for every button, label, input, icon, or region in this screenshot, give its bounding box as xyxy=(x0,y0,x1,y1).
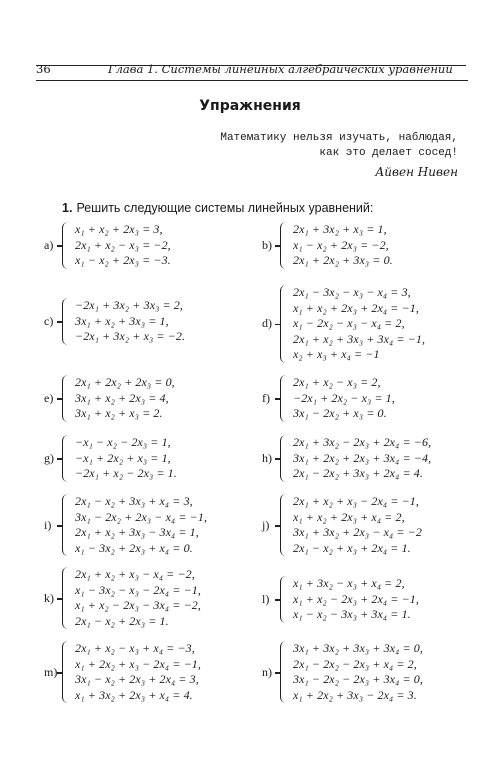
system-label: a) xyxy=(44,237,54,252)
equation: 3x₁ + x₂ + 2x₃ = 4, xyxy=(75,390,169,405)
equation-list xyxy=(293,576,419,623)
equation-system xyxy=(44,435,177,482)
equation-list xyxy=(293,285,425,363)
equation: 3x₁ + 2x₂ + 2x₃ + 3x₄ = −4, xyxy=(293,450,432,465)
system-label: e) xyxy=(44,390,54,405)
equation: 3x₁ + 3x₂ + 2x₃ − x₄ = −2 xyxy=(293,525,422,539)
equation: 2x₁ + x₂ − x₃ + x₄ = −3, xyxy=(75,641,195,655)
left-brace xyxy=(62,222,70,269)
equation: 2x₁ + x₂ − x₃ = 2, xyxy=(293,375,381,389)
equation: −x₁ + 2x₂ + x₃ = 1, xyxy=(75,450,171,465)
system-label: k) xyxy=(44,590,54,605)
equation-system xyxy=(262,222,393,269)
equation: 2x₁ + x₂ + x₃ − 2x₄ = −1, xyxy=(293,494,419,508)
system-label: l) xyxy=(262,591,270,606)
system-label: m) xyxy=(44,664,58,679)
equation-list xyxy=(293,222,393,269)
equation-system xyxy=(262,641,423,703)
equation: 3x₁ − x₂ + 2x₃ + 2x₄ = 3, xyxy=(75,672,199,686)
left-brace xyxy=(280,641,288,703)
equation: x₁ − 3x₂ − x₃ − 2x₄ = −1, xyxy=(75,582,201,597)
equation: x₁ − x₂ − 3x₃ + 3x₄ = 1. xyxy=(293,607,411,621)
left-brace xyxy=(62,494,70,556)
page-header xyxy=(36,62,466,76)
equation: 2x₁ + 3x₂ − 2x₃ + 2x₄ = −6, xyxy=(293,435,432,449)
left-brace xyxy=(62,435,70,482)
epigraph xyxy=(198,131,458,161)
equation: 3x₁ − 2x₂ + x₃ = 0. xyxy=(293,406,387,420)
chapter-title: Глава 1. Системы линейных алгебраических уравнений xyxy=(108,62,453,76)
equation-system xyxy=(44,298,185,345)
page-number: 36 xyxy=(36,62,51,76)
system-label: d) xyxy=(262,316,272,331)
equation: 2x₁ − x₂ + 2x₃ = 1. xyxy=(75,613,169,628)
equation: 2x₁ − x₂ + 3x₃ + x₄ = 3, xyxy=(75,494,193,508)
left-brace xyxy=(280,375,288,422)
equation-list xyxy=(293,494,422,556)
equation-list xyxy=(75,494,207,556)
equation: 3x₁ + x₂ + x₃ = 2. xyxy=(75,406,163,420)
equation-list xyxy=(75,375,175,422)
equation: x₁ + 3x₂ − x₃ + x₄ = 2, xyxy=(293,576,405,590)
equation-list xyxy=(75,298,185,345)
system-label: j) xyxy=(262,517,270,532)
left-brace xyxy=(62,567,70,629)
equation: 2x₁ + x₂ + x₃ − x₄ = −2, xyxy=(75,567,195,581)
equation: −2x₁ + 2x₂ − x₃ = 1, xyxy=(293,390,395,405)
equation: x₁ + x₂ + 2x₃ + 2x₄ = −1, xyxy=(293,300,419,315)
equation-system xyxy=(262,576,419,623)
system-label: n) xyxy=(262,664,272,679)
equation-list xyxy=(293,375,395,422)
task-statement xyxy=(62,201,373,215)
equation: x₁ + x₂ − 2x₃ + 2x₄ = −1, xyxy=(293,591,419,606)
equation: x₁ − 3x₂ + 2x₃ + x₄ = 0. xyxy=(75,540,193,555)
epigraph-line: как это делает сосед! xyxy=(319,147,458,159)
equation: x₁ + x₂ − 2x₃ − 3x₄ = −2, xyxy=(75,598,201,612)
epigraph-author: Айвен Нивен xyxy=(375,165,458,179)
equation: 3x₁ + x₂ + 3x₃ = 1, xyxy=(75,313,169,328)
equation-list xyxy=(75,567,201,629)
equation: −2x₁ + 3x₂ + 3x₃ = 2, xyxy=(75,298,183,312)
equation: 2x₁ + x₂ + 3x₃ − 3x₄ = 1, xyxy=(75,525,199,539)
equation-system xyxy=(262,494,422,556)
equation: x₁ − x₂ + 2x₃ = −2, xyxy=(293,237,389,252)
section-title: Упражнения xyxy=(199,98,301,114)
left-brace xyxy=(280,494,288,556)
equation: x₁ + 3x₂ + 2x₃ + x₄ = 4. xyxy=(75,687,193,702)
equation: x₁ − 2x₂ − x₃ − x₄ = 2, xyxy=(293,316,405,330)
left-brace xyxy=(280,576,288,623)
equation: 2x₁ + 3x₂ + x₃ = 1, xyxy=(293,222,387,236)
equation: 3x₁ + 3x₂ + 3x₃ + 3x₄ = 0, xyxy=(293,641,423,655)
system-label: b) xyxy=(262,237,272,252)
equation-list xyxy=(75,435,177,482)
equation-list xyxy=(293,641,423,703)
equation-system xyxy=(44,567,201,629)
equation-system xyxy=(44,494,207,556)
equation: x₁ + x₂ + 2x₃ + x₄ = 2, xyxy=(293,509,405,524)
equation: 2x₁ + 2x₂ + 2x₃ = 0, xyxy=(75,375,175,389)
equation-system xyxy=(262,435,431,482)
equation-system xyxy=(262,375,395,422)
equation: 3x₁ − 2x₂ − 2x₃ + 3x₄ = 0, xyxy=(293,672,423,686)
equation-system xyxy=(44,222,171,269)
equation: x₁ + x₂ + 2x₃ = 3, xyxy=(75,222,163,236)
task-text: Решить следующие системы линейных уравнений: xyxy=(76,201,374,215)
left-brace xyxy=(62,375,70,422)
system-label: f) xyxy=(262,390,270,405)
left-brace xyxy=(280,222,288,269)
equation: 2x₁ − 2x₂ − 2x₃ + x₄ = 2, xyxy=(293,656,417,671)
equation: x₂ + x₃ + x₄ = −1 xyxy=(293,347,380,361)
equation: 2x₁ − 2x₂ + 3x₃ + 2x₄ = 4. xyxy=(293,466,423,480)
epigraph-line: Математику нельзя изучать, наблюдая, xyxy=(220,132,458,144)
equation: −x₁ − x₂ − 2x₃ = 1, xyxy=(75,435,171,449)
equation: x₁ − x₂ + 2x₃ = −3. xyxy=(75,253,171,267)
equation: −2x₁ + x₂ − 2x₃ = 1. xyxy=(75,466,177,480)
left-brace xyxy=(62,641,70,703)
equation: 2x₁ + x₂ + 3x₃ + 3x₄ = −1, xyxy=(293,331,426,346)
task-number: 1. xyxy=(62,201,73,215)
left-brace xyxy=(62,298,70,345)
equation-list xyxy=(293,435,431,482)
system-label: i) xyxy=(44,517,52,532)
equation: 2x₁ − x₂ + x₃ + 2x₄ = 1. xyxy=(293,540,411,555)
equation: 2x₁ + 2x₂ + 3x₃ = 0. xyxy=(293,253,393,267)
equation-list xyxy=(75,641,201,703)
system-label: h) xyxy=(262,450,272,465)
equation: 2x₁ − 3x₂ − x₃ − x₄ = 3, xyxy=(293,285,411,299)
equation: 2x₁ + x₂ − x₃ = −2, xyxy=(75,237,171,252)
equation-system xyxy=(262,285,425,363)
left-brace xyxy=(280,435,288,482)
equation-system xyxy=(44,641,201,703)
equation: x₁ + 2x₂ + 3x₃ − 2x₄ = 3. xyxy=(293,687,417,702)
equation: −2x₁ + 3x₂ + x₃ = −2. xyxy=(75,329,186,343)
header-rule xyxy=(36,80,468,81)
equation-system xyxy=(44,375,175,422)
left-brace xyxy=(280,285,288,363)
equation-list xyxy=(75,222,171,269)
equation: x₁ + 2x₂ + x₃ − 2x₄ = −1, xyxy=(75,656,201,671)
system-label: g) xyxy=(44,450,54,465)
equation: 3x₁ − 2x₂ + 2x₃ − x₄ = −1, xyxy=(75,509,208,524)
system-label: c) xyxy=(44,313,54,328)
